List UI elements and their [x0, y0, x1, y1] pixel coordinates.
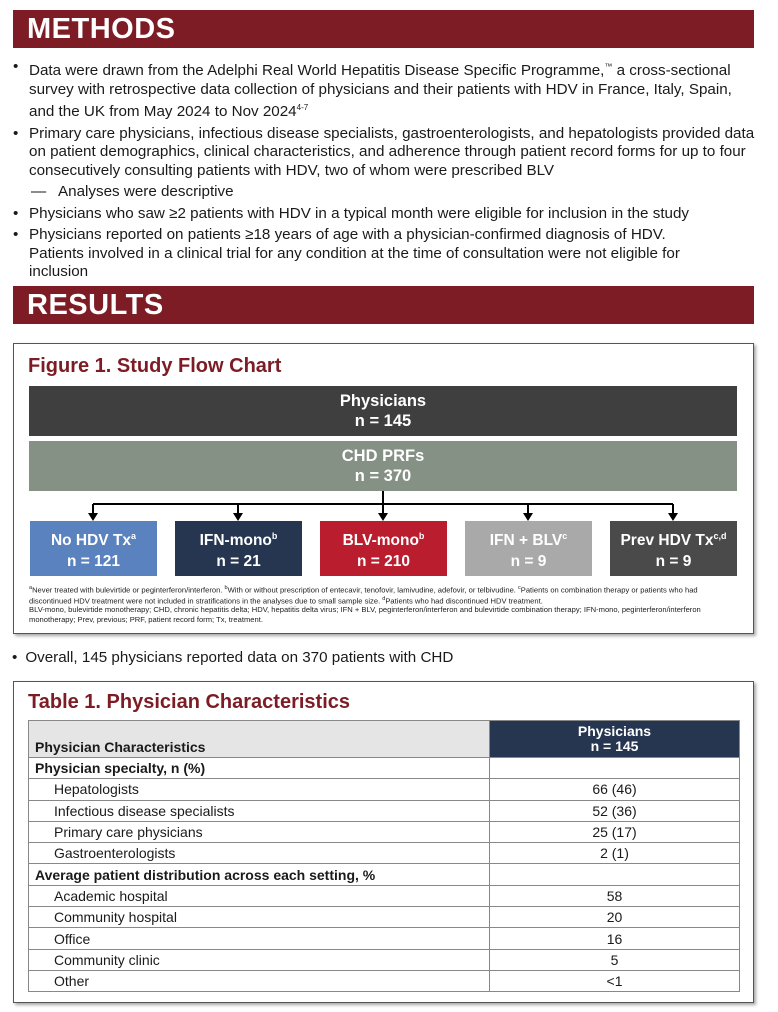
footnote-sup: c,d: [713, 530, 727, 541]
methods-bullet-list: [12, 58, 757, 285]
prfs-label: CHD PRFs: [341, 447, 425, 465]
group-label-text: No HDV Tx: [50, 531, 132, 549]
results-heading-text: RESULTS: [27, 288, 164, 321]
arrowhead-icon: [668, 513, 678, 521]
group-box-no-hdv-tx: [30, 521, 157, 576]
footnote-sup: c: [562, 530, 568, 541]
footnote-text: Patients who had discontinued HDV treatment.: [385, 596, 543, 606]
group-box-blv-mono: [320, 521, 447, 576]
footnote-sup: b: [271, 530, 278, 541]
methods-bullet-3: [12, 205, 757, 224]
methods-sub-bullet: [12, 183, 757, 202]
group-label-text: IFN-mono: [199, 531, 272, 549]
arrowhead-icon: [88, 513, 98, 521]
row-value: 66 (46): [490, 779, 740, 800]
table-row: [29, 928, 740, 949]
table-row: [29, 885, 740, 906]
bullet-dot-icon: •: [13, 58, 19, 75]
footnote-marker: d: [382, 595, 386, 602]
bullet-text: Primary care physicians, infectious disease specialists, gastroenterologists, and hepatologists provided data on patient demographics, clinical characteristics, and adherence through patient record forms for up to four consecutively consulting patients with HDV, two of whom were prescribed BLV: [29, 124, 755, 179]
row-label: Office: [29, 928, 490, 949]
column-header-line: Physicians: [577, 723, 652, 739]
methods-heading-text: METHODS: [27, 12, 176, 45]
methods-heading: [13, 10, 754, 48]
group-label-text: Prev HDV Tx: [620, 531, 714, 549]
results-bullet: [12, 649, 453, 666]
group-box-ifn-blv: [465, 521, 592, 576]
row-label: Community hospital: [29, 907, 490, 928]
bullet-text: Physicians who saw ≥2 patients with HDV in a typical month were eligible for inclusion in the study: [29, 204, 690, 222]
row-value: 2 (1): [490, 843, 740, 864]
group-count: n = 21: [216, 552, 261, 570]
group-count: n = 9: [510, 552, 547, 570]
physician-characteristics-table: [28, 720, 740, 992]
figure-title: Figure 1. Study Flow Chart: [28, 355, 282, 377]
group-label-text: BLV-mono: [342, 531, 419, 549]
footnote-text: Patients on combination therapy or patients who had discontinued HDV treatment were not included in stratifications in the analyses due to small sample size.: [29, 585, 698, 606]
group-box-prev-hdv-tx: [610, 521, 737, 576]
row-label: Primary care physicians: [29, 821, 490, 842]
group-count: n = 121: [67, 552, 120, 570]
bullet-dot-icon: •: [13, 204, 19, 222]
footnote-sup: b: [418, 530, 425, 541]
category-label: Physician specialty, n (%): [29, 758, 490, 779]
table-row: [29, 843, 740, 864]
prfs-count: n = 370: [354, 467, 412, 485]
footnote-definitions: [29, 584, 741, 605]
figure-footnote: [29, 584, 741, 624]
methods-bullet-1: [12, 58, 757, 122]
flow-chart-figure: [13, 343, 754, 634]
row-label: Other: [29, 970, 490, 991]
footnote-marker: a: [29, 585, 33, 591]
category-label: Average patient distribution across each setting, %: [29, 864, 490, 885]
group-label: [465, 526, 592, 551]
row-label: Gastroenterologists: [29, 843, 490, 864]
row-value: 25 (17): [490, 821, 740, 842]
table-row: [29, 821, 740, 842]
flow-connector-arrows: [14, 344, 752, 524]
table-row: [29, 949, 740, 970]
group-box-ifn-mono: [175, 521, 302, 576]
group-label-text: IFN + BLV: [489, 531, 563, 549]
footnote-text: Never treated with bulevirtide or peginterferon/interferon.: [32, 585, 225, 595]
column-header-line: n = 145: [590, 738, 639, 754]
table-cell: [490, 758, 740, 779]
group-label: [610, 526, 737, 551]
group-count: n = 210: [357, 552, 410, 570]
trademark-sup: ™: [604, 62, 613, 71]
bullet-dot-icon: •: [13, 226, 19, 244]
results-bullet-text: Overall, 145 physicians reported data on 370 patients with CHD: [25, 649, 454, 666]
row-value: 16: [490, 928, 740, 949]
physicians-label: Physicians: [339, 392, 427, 410]
table-row: [29, 800, 740, 821]
group-label: [175, 526, 302, 551]
table-header-row: [29, 721, 740, 758]
physicians-count: n = 145: [354, 412, 412, 430]
row-label: Academic hospital: [29, 885, 490, 906]
column-header-characteristics: Physician Characteristics: [29, 721, 490, 758]
footnote-marker: c: [518, 585, 521, 591]
methods-bullet-2: [12, 125, 757, 181]
footnote-sup: a: [131, 530, 137, 541]
table-row: [29, 907, 740, 928]
row-value: 20: [490, 907, 740, 928]
arrowhead-icon: [378, 513, 388, 521]
table-title: Table 1. Physician Characteristics: [28, 691, 351, 713]
row-value: 58: [490, 885, 740, 906]
table-cell: [490, 864, 740, 885]
row-label: Hepatologists: [29, 779, 490, 800]
group-label: [30, 526, 157, 551]
table-row: [29, 758, 740, 779]
row-label: Community clinic: [29, 949, 490, 970]
arrowhead-icon: [233, 513, 243, 521]
methods-bullet-4: [12, 226, 757, 282]
footnote-abbreviations: BLV-mono, bulevirtide monotherapy; CHD, chronic hepatitis delta; HDV, hepatitis delta virus; IFN + BLV, peginterferon/interferon and bulevirtide combination therapy; IFN-mono, peginterferon/interferon monotherapy; Prev, previous; PRF, patient record form; Tx, treatment.: [29, 605, 701, 624]
physician-characteristics-table-panel: [13, 681, 754, 1003]
table-row: [29, 864, 740, 885]
bullet-text: Physicians reported on patients ≥18 years of age with a physician-confirmed diagnosis of HDV. Patients involved in a clinical trial for any condition at the time of consultation were not eligible for inclusion: [29, 226, 680, 281]
bullet-text: Data were drawn from the Adelphi Real World Hepatitis Disease Specific Programme,: [29, 62, 605, 80]
bullet-dot-icon: •: [12, 649, 18, 666]
footnote-text: With or without prescription of entecavir, tenofovir, lamivudine, adefovir, or telbivudine.: [227, 585, 519, 595]
dash-marker-icon: —: [31, 183, 47, 201]
row-value: 5: [490, 949, 740, 970]
arrowhead-icon: [523, 513, 533, 521]
footnote-marker: b: [224, 585, 228, 591]
bullet-text: Analyses were descriptive: [58, 183, 234, 201]
results-heading: [13, 286, 754, 324]
row-value: 52 (36): [490, 800, 740, 821]
table-row: [29, 779, 740, 800]
column-header-physicians: [490, 721, 740, 758]
group-count: n = 9: [655, 552, 692, 570]
row-label: Infectious disease specialists: [29, 800, 490, 821]
bullet-dot-icon: •: [13, 124, 19, 142]
table-row: [29, 970, 740, 991]
row-value: <1: [490, 970, 740, 991]
group-label: [320, 526, 447, 551]
bullet-text-cont: a cross-sectional survey with retrospective data collection of physicians and their patients with HDV in France, Italy, Spain, and the UK from May 2024 to Nov 2024: [29, 62, 732, 121]
reference-sup: 4-7: [296, 103, 309, 113]
